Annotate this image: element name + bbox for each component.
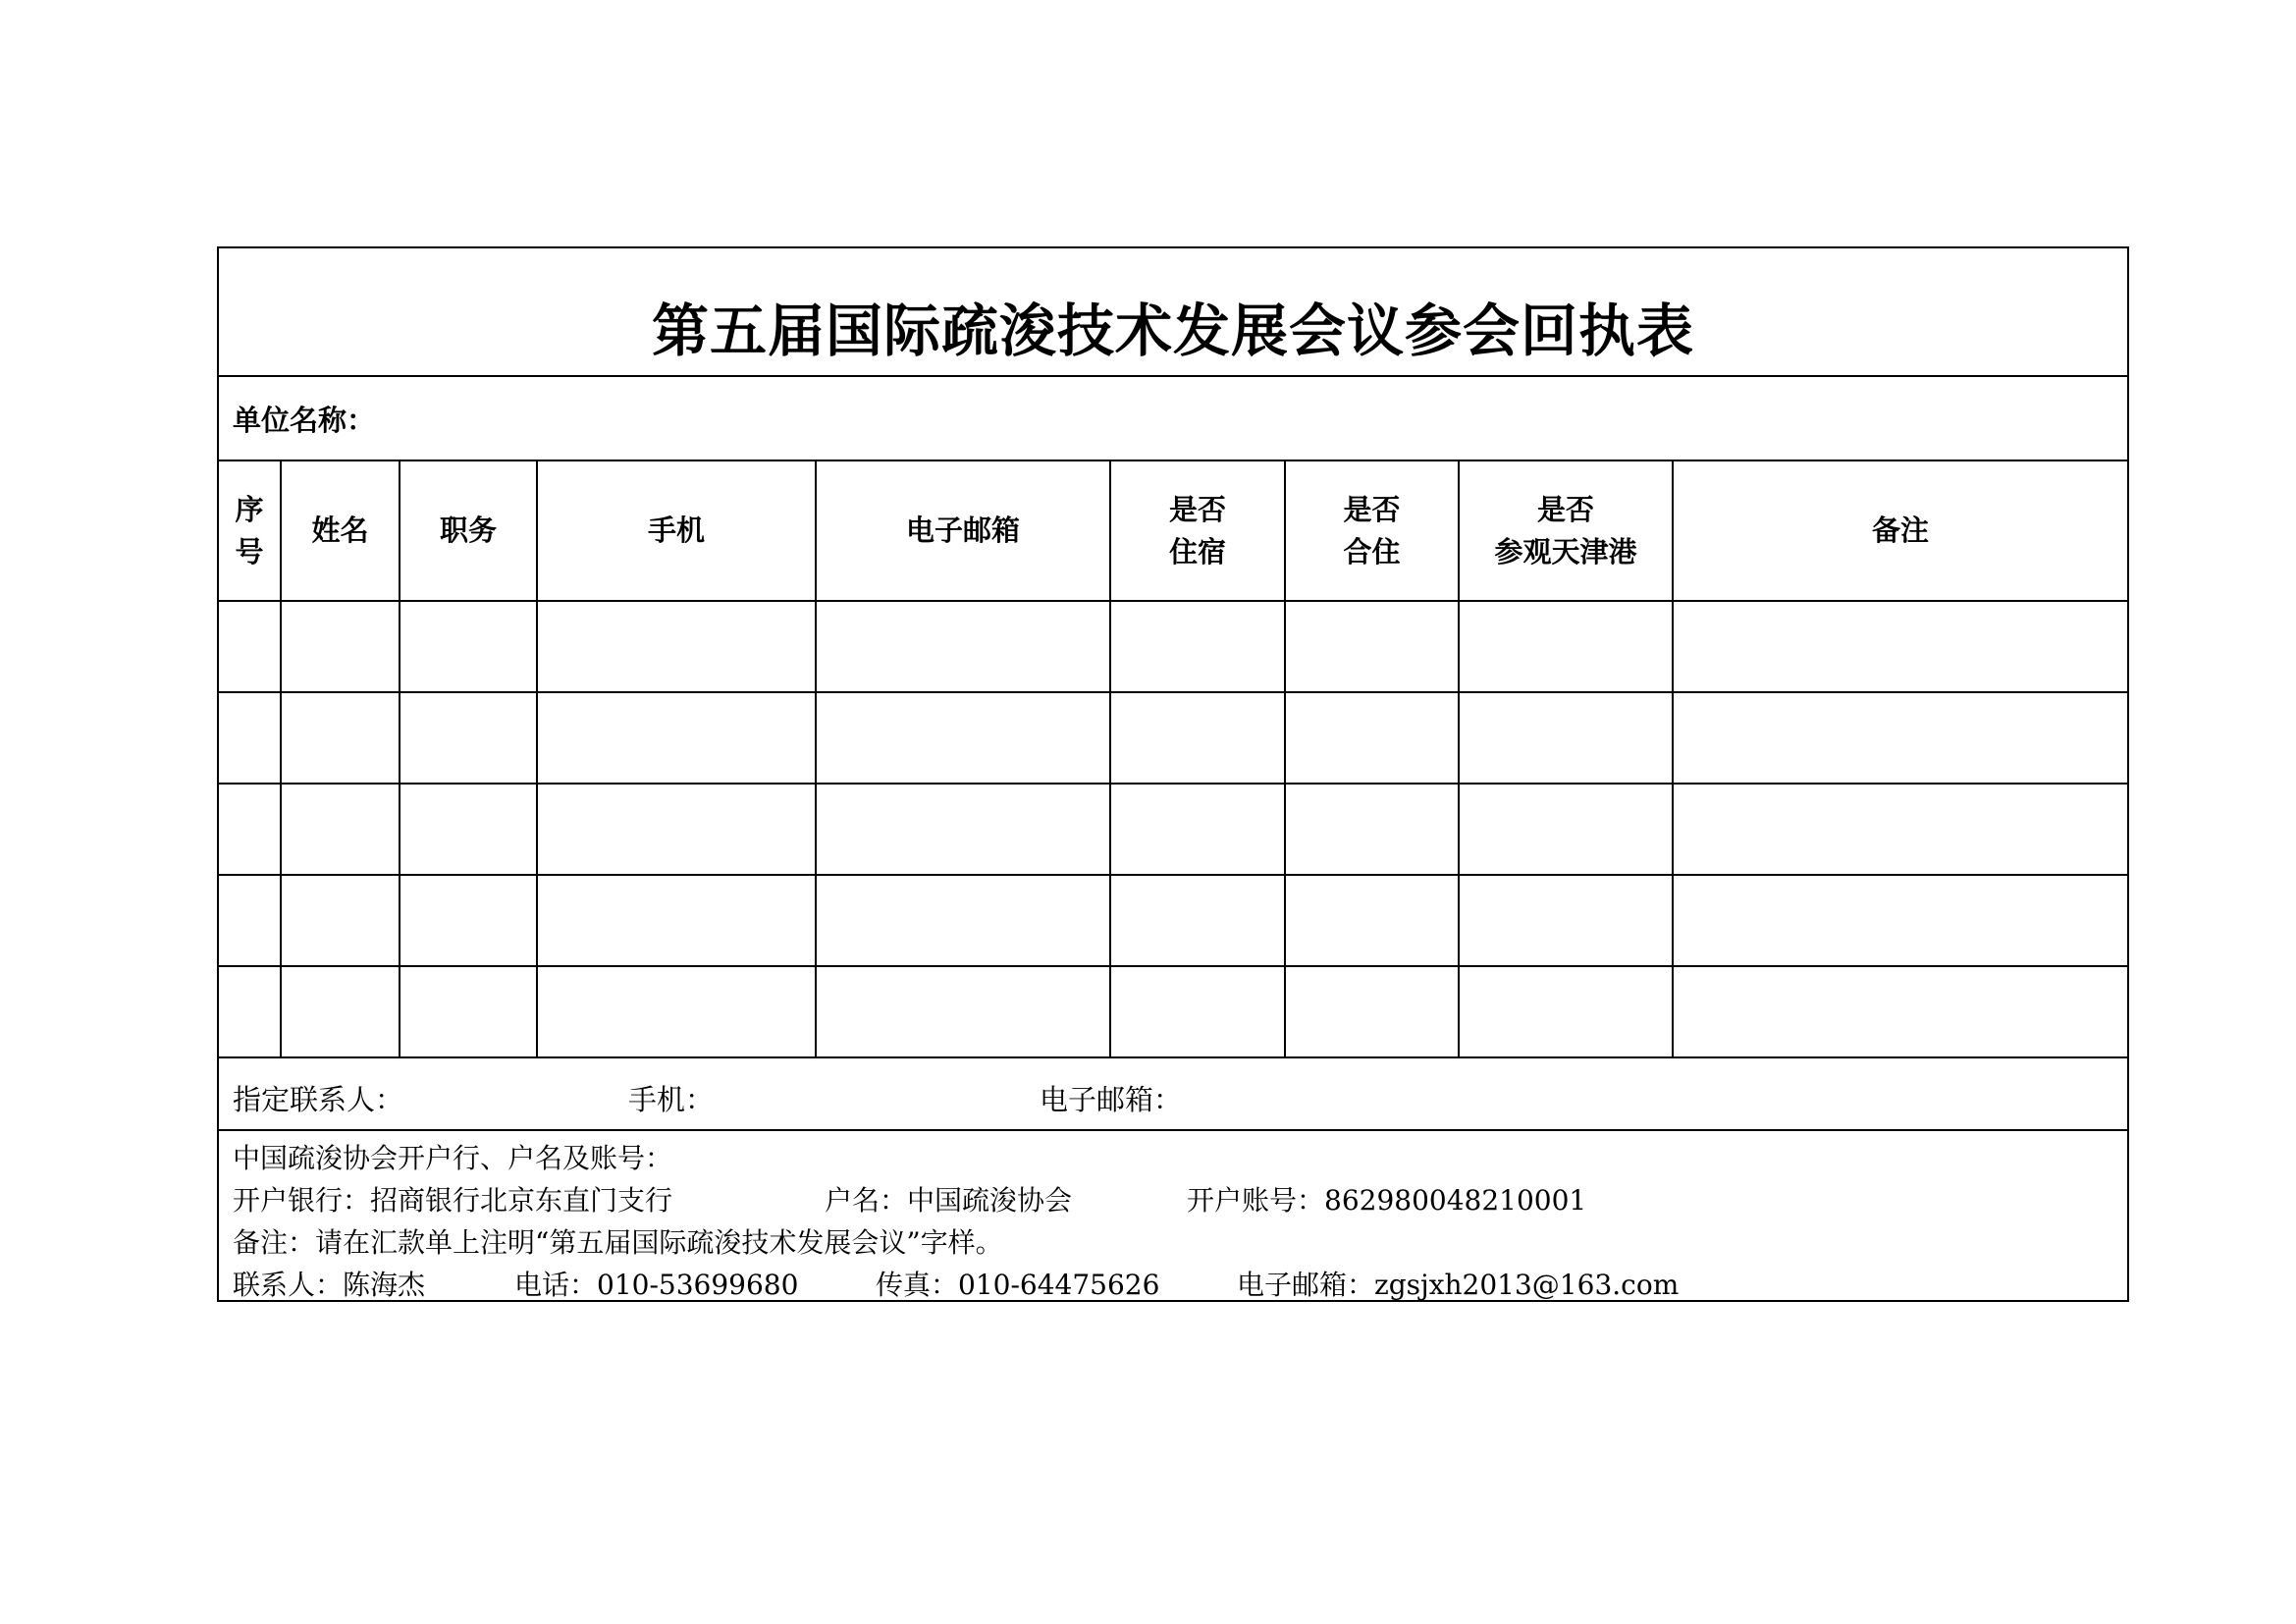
table-body (219, 601, 2127, 1057)
remark-text: 备注：请在汇款单上注明“第五届国际疏浚技术发展会议”字样。 (233, 1226, 1003, 1259)
notes-heading-line (233, 1137, 2127, 1179)
cell-port-visit[interactable] (1459, 875, 1673, 966)
bank-name: 开户银行：招商银行北京东直门支行 (233, 1184, 673, 1217)
cell-accommodation[interactable] (1110, 875, 1285, 966)
cell-position[interactable] (400, 784, 537, 875)
cell-position[interactable] (400, 966, 537, 1057)
table-row (219, 966, 2127, 1057)
cell-name[interactable] (281, 601, 400, 692)
cell-email[interactable] (816, 601, 1110, 692)
contact-email-label: 电子邮箱： (1040, 1083, 1183, 1116)
cell-email[interactable] (816, 875, 1110, 966)
cell-index[interactable] (219, 784, 281, 875)
cell-remarks[interactable] (1673, 784, 2127, 875)
header-port-visit: 是否 参观天津港 (1459, 461, 1673, 601)
cell-name[interactable] (281, 784, 400, 875)
contact-fax: 传真：010-64475626 (876, 1269, 1160, 1301)
table-row (219, 601, 2127, 692)
cell-mobile[interactable] (537, 966, 816, 1057)
header-email: 电子邮箱 (816, 461, 1110, 601)
header-position: 职务 (400, 461, 537, 601)
header-index: 序 号 (219, 461, 281, 601)
cell-name[interactable] (281, 692, 400, 784)
association-contact-line (233, 1264, 2127, 1306)
cell-accommodation[interactable] (1110, 784, 1285, 875)
account-number: 开户账号：862980048210001 (1187, 1184, 1587, 1217)
cell-index[interactable] (219, 875, 281, 966)
table-row (219, 692, 2127, 784)
cell-index[interactable] (219, 601, 281, 692)
contact-person-label: 指定联系人： (233, 1083, 404, 1116)
cell-accommodation[interactable] (1110, 601, 1285, 692)
cell-name[interactable] (281, 966, 400, 1057)
cell-share-room[interactable] (1285, 692, 1459, 784)
header-share-room: 是否 合住 (1285, 461, 1459, 601)
cell-mobile[interactable] (537, 601, 816, 692)
cell-remarks[interactable] (1673, 601, 2127, 692)
header-accommodation: 是否 住宿 (1110, 461, 1285, 601)
cell-position[interactable] (400, 692, 537, 784)
header-name: 姓名 (281, 461, 400, 601)
cell-port-visit[interactable] (1459, 692, 1673, 784)
cell-remarks[interactable] (1673, 875, 2127, 966)
header-remarks: 备注 (1673, 461, 2127, 601)
cell-remarks[interactable] (1673, 692, 2127, 784)
cell-mobile[interactable] (537, 692, 816, 784)
attendee-table (219, 461, 2127, 1058)
cell-position[interactable] (400, 601, 537, 692)
cell-accommodation[interactable] (1110, 966, 1285, 1057)
contact-email: 电子邮箱：zgsjxh2013@163.com (1237, 1269, 1680, 1301)
registration-form (217, 246, 2129, 1302)
cell-accommodation[interactable] (1110, 692, 1285, 784)
contact-phone-label: 手机： (628, 1083, 715, 1116)
cell-mobile[interactable] (537, 875, 816, 966)
unit-name-field[interactable] (219, 377, 2127, 461)
cell-mobile[interactable] (537, 784, 816, 875)
cell-email[interactable] (816, 692, 1110, 784)
cell-index[interactable] (219, 692, 281, 784)
cell-remarks[interactable] (1673, 966, 2127, 1057)
contact-tel: 电话：010-53699680 (514, 1269, 799, 1301)
table-row (219, 784, 2127, 875)
bank-info-line (233, 1179, 2127, 1221)
title-row (219, 248, 2127, 377)
cell-share-room[interactable] (1285, 784, 1459, 875)
cell-position[interactable] (400, 875, 537, 966)
designated-contact-row (219, 1058, 2127, 1131)
cell-index[interactable] (219, 966, 281, 1057)
unit-name-label: 单位名称： (233, 403, 376, 437)
account-name: 户名：中国疏浚协会 (825, 1184, 1073, 1217)
table-header-row (219, 461, 2127, 601)
cell-port-visit[interactable] (1459, 966, 1673, 1057)
payment-notes (219, 1131, 2127, 1300)
cell-email[interactable] (816, 966, 1110, 1057)
form-title: 第五届国际疏浚技术发展会议参会回执表 (651, 298, 1694, 364)
notes-heading: 中国疏浚协会开户行、户名及账号： (233, 1142, 673, 1174)
cell-name[interactable] (281, 875, 400, 966)
cell-share-room[interactable] (1285, 601, 1459, 692)
contact-person: 联系人：陈海杰 (233, 1269, 426, 1301)
cell-port-visit[interactable] (1459, 784, 1673, 875)
table-row (219, 875, 2127, 966)
header-mobile: 手机 (537, 461, 816, 601)
remark-line (233, 1221, 2127, 1264)
cell-email[interactable] (816, 784, 1110, 875)
cell-port-visit[interactable] (1459, 601, 1673, 692)
cell-share-room[interactable] (1285, 966, 1459, 1057)
cell-share-room[interactable] (1285, 875, 1459, 966)
